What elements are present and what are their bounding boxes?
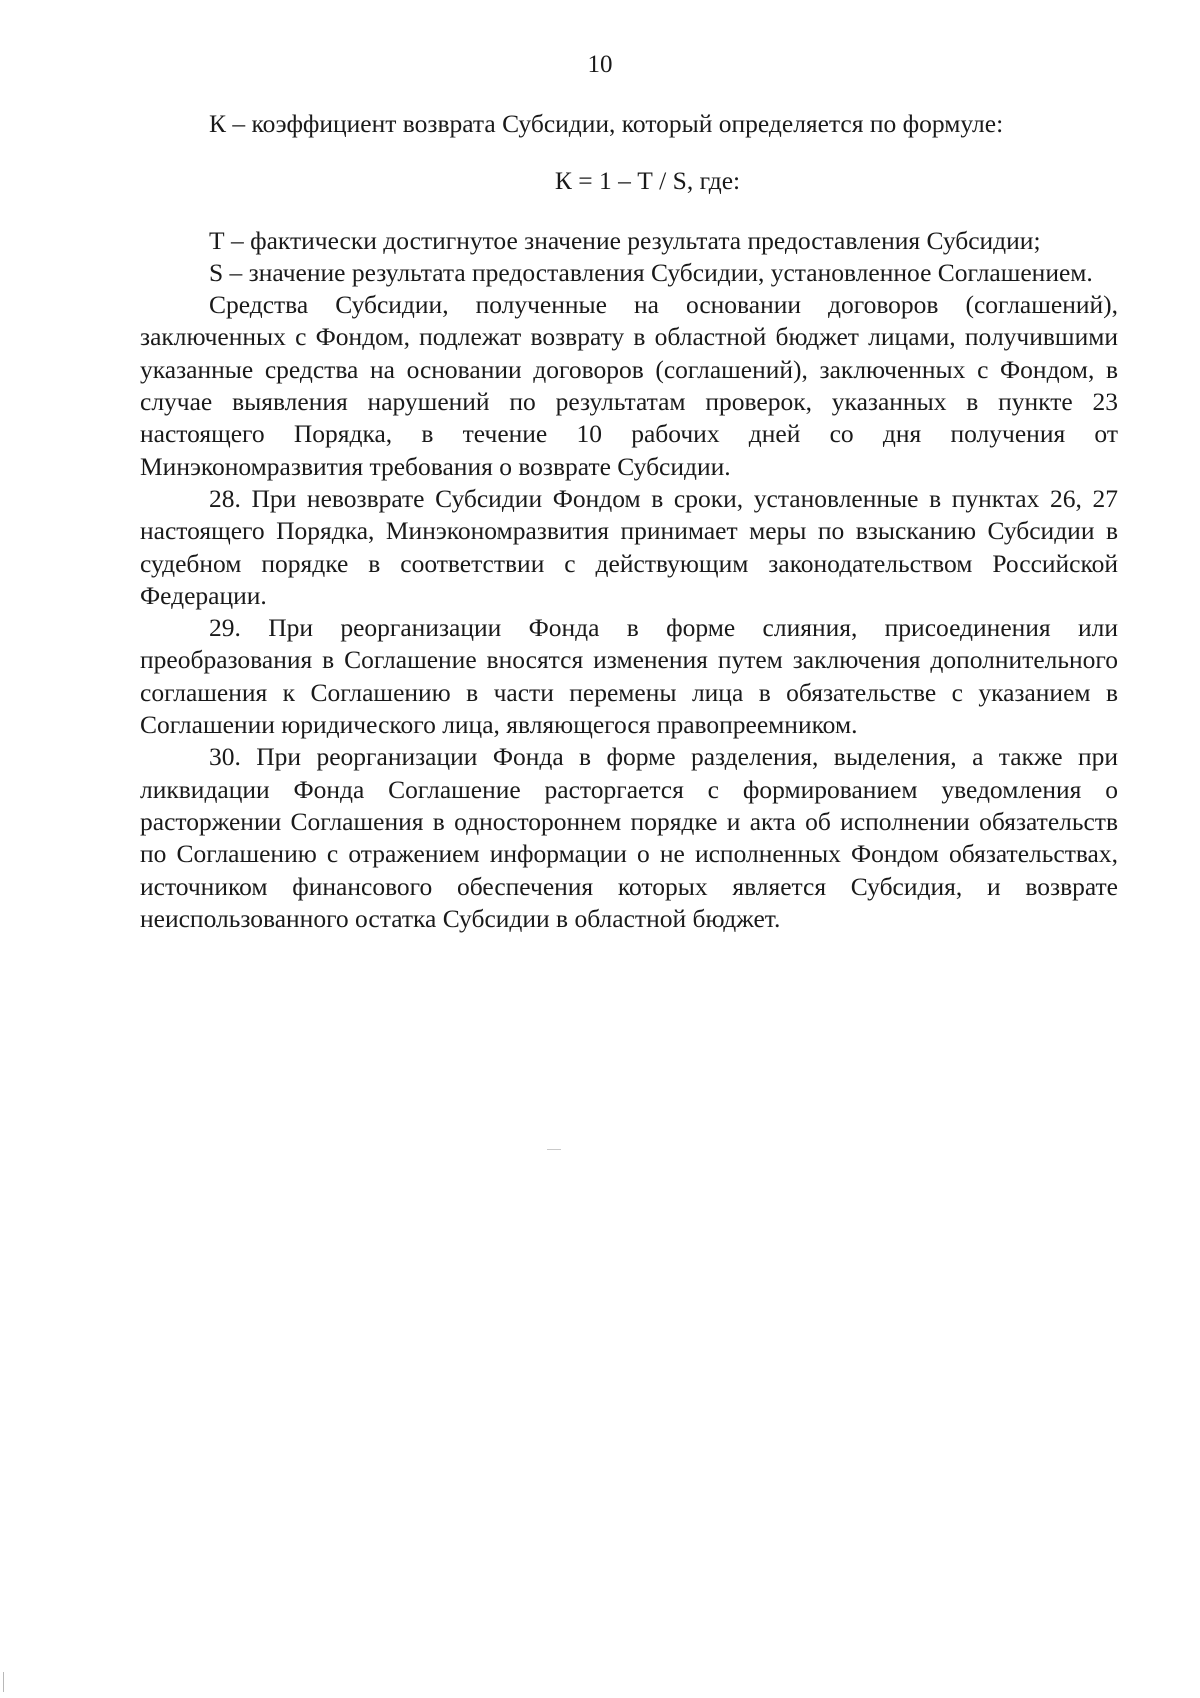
definition-s: S – значение результата предоставления Субсидии, установленное Соглашением. bbox=[209, 257, 1093, 287]
return-coefficient-formula: К = 1 – Т / S, где: bbox=[554, 166, 741, 196]
page-number: 10 bbox=[587, 51, 613, 78]
coefficient-definition: К – коэффициент возврата Субсидии, который определяется по формуле: bbox=[209, 109, 1004, 138]
clause-30: 30. При реорганизации Фонда в форме разделения, выделения, а также при ликвидации Фонда Соглашение расторгается с формированием уведомления о расторжении Соглашения в одностороннем порядке и акта об исполнении обязательств по Соглашению с отражением информации о не исполненных Фондом обязательствах, источником финансового обеспечения которых является Субсидия, и возврате неиспользованного остатка Субсидии в областной бюджет. bbox=[140, 742, 1118, 933]
document-body bbox=[140, 108, 1118, 935]
scan-edge-mark bbox=[3, 1672, 4, 1692]
paragraph-subsidy-funds-return: Средства Субсидии, полученные на основании договоров (соглашений), заключенных с Фондом, подлежат возврату в областной бюджет лицами, получившими указанные средства на основании договоров (соглашений), заключенных с Фондом, в случае выявления нарушений по результатам проверок, указанных в пункте 23 настоящего Порядка, в течение 10 рабочих дней со дня получения от Минэкономразвития требования о возврате Субсидии. bbox=[140, 290, 1118, 481]
clause-28: 28. При невозврате Субсидии Фондом в сроки, установленные в пунктах 26, 27 настоящего Порядка, Минэкономразвития принимает меры по взысканию Субсидии в судебном порядке в соответствии с действующим законодательством Российской Федерации. bbox=[140, 483, 1118, 610]
definition-t: Т – фактически достигнутое значение результата предоставления Субсидии; bbox=[209, 225, 1041, 255]
scan-artifact-mark bbox=[547, 1149, 561, 1150]
clause-29: 29. При реорганизации Фонда в форме слияния, присоединения или преобразования в Соглашение вносятся изменения путем заключения дополнительного соглашения к Соглашению в части перемены лица в обязательстве с указанием в Соглашении юридического лица, являющегося правопреемником. bbox=[140, 613, 1118, 740]
